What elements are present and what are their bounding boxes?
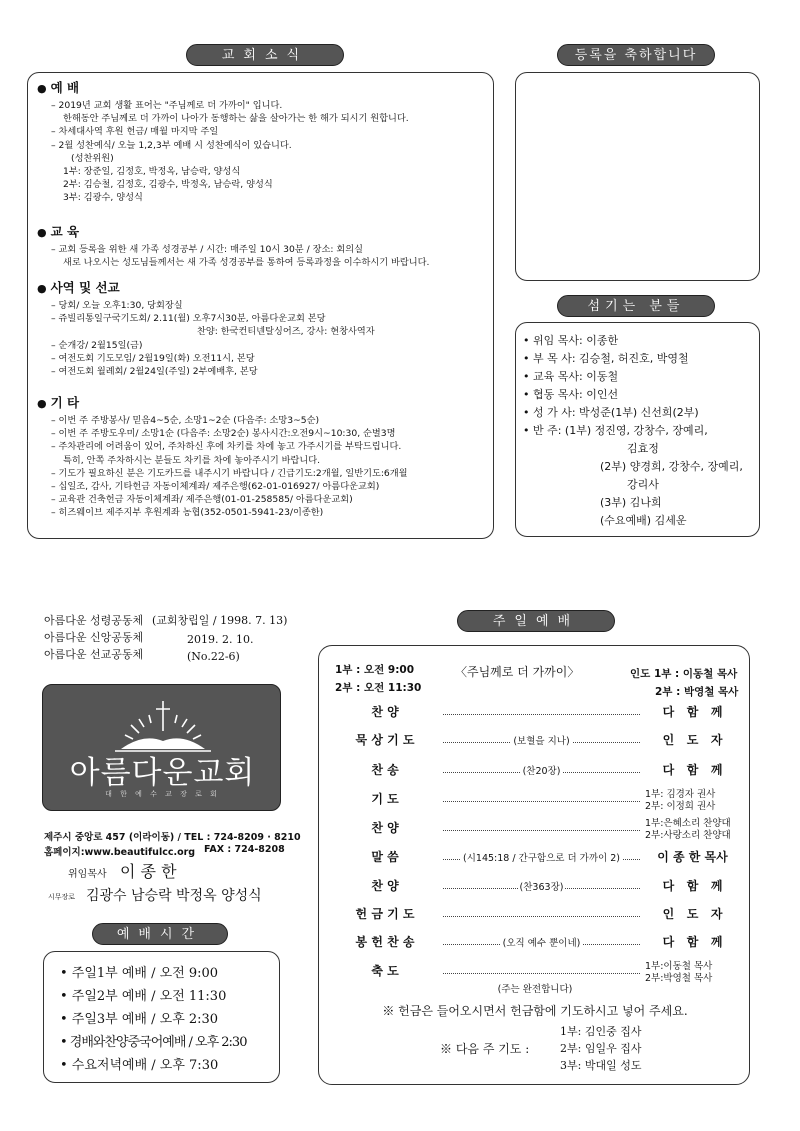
service-order-detail: (시145:18 / 간구함으로 더 가까이 2): [463, 853, 620, 864]
pastor-name: 이 종 한: [120, 862, 177, 881]
service-order-item: 찬 양: [371, 821, 399, 835]
ministers-list: [523, 332, 758, 530]
service-order-row: [330, 933, 740, 957]
logo-church-name: 아름다운교회: [69, 755, 256, 791]
service-order-row: [330, 731, 740, 755]
minister-row: (수요예배) 김세운: [600, 514, 687, 527]
news-title: 교회소식: [186, 44, 344, 66]
pastor-label: 위임목사: [68, 869, 107, 880]
service-order-leader: 다 함 께: [662, 705, 723, 719]
mission-heading: 사역 및 선교: [50, 280, 120, 295]
service-order-row: [330, 819, 740, 843]
service-order-detail: (오직 예수 뿐이네): [502, 938, 581, 949]
service-order-row: [330, 877, 740, 901]
service-order-detail: (찬363장): [519, 882, 564, 893]
service-time-1: 1부 : 오전 9:00: [335, 664, 415, 676]
service-order-item: 봉 헌 찬 송: [355, 935, 415, 949]
service-leader-1: 인도 1부 : 이동철 목사: [630, 668, 738, 680]
news-line: – 기도가 필요하신 분은 기도카드를 내주시기 바랍니다 / 긴급기도:2개월, 일반기도:6개월: [51, 467, 408, 479]
church-address: 제주시 중앙로 457 (이라이동) / TEL : 724-8209 · 8210: [44, 832, 301, 843]
logo-denomination: 대 한 예 수 교 장 로 회: [105, 790, 220, 798]
offering-note: ※ 헌금은 들어오시면서 헌금함에 기도하시고 넣어 주세요.: [382, 1004, 688, 1018]
news-line: – 교회 등록을 위한 새 가족 성경공부 / 시간: 매주일 10시 30분 / 장소: 회의실: [51, 244, 363, 255]
news-line: (성찬위원): [71, 152, 114, 164]
service-order-item: 찬 양: [371, 705, 399, 719]
service-order-leader: 인 도 자: [662, 907, 723, 921]
news-line: – 순개강/ 2월15일(금): [51, 339, 143, 351]
elders-label: 시무장로: [48, 893, 76, 901]
service-order-row: [330, 703, 740, 727]
news-line: 찬양: 한국컨티넨탈싱어즈, 강사: 현창사역자: [197, 326, 375, 338]
news-line: – 여전도회 월례회/ 2월24일(주일) 2부예배후, 본당: [51, 366, 258, 378]
minister-row: (2부) 양경희, 강창수, 장예리,: [600, 460, 743, 473]
news-line: – 차세대사역 후원 헌금/ 매월 마지막 주일: [51, 126, 219, 138]
service-theme: 〈주님께로 더 가까이〉: [455, 665, 580, 679]
next-prayer-row: 1부: 김인중 집사: [560, 1025, 642, 1038]
service-order-detail-wrap: [443, 850, 640, 864]
service-amen: (주는 완전합니다): [497, 984, 573, 995]
service-order-item: 축 도: [371, 964, 399, 978]
news-mission-section: [37, 280, 497, 378]
service-order-item: 묵 상 기 도: [355, 733, 415, 747]
next-prayer-row: 2부: 임일우 집사: [560, 1042, 642, 1055]
service-order-row: [330, 761, 740, 785]
minister-row: • 성 가 사: 박성준(1부) 신선희(2부): [523, 406, 699, 419]
service-order-detail-wrap: [443, 879, 640, 893]
news-line: 1부: 장준일, 김정호, 박정옥, 남승락, 양성식: [63, 166, 241, 178]
minister-row: • 반 주: (1부) 정진영, 강창수, 장예리,: [523, 424, 708, 437]
service-leader-2: 2부 : 박영철 목사: [655, 686, 739, 698]
minister-row: • 교육 목사: 이동철: [523, 370, 619, 383]
dotted-leader: [443, 973, 640, 974]
news-line: – 히즈웨이브 제주지부 후원계좌 농협(352-0501-5941-23/이종한): [51, 507, 324, 519]
elders-names: 김광수 남승락 박정옥 양성식: [86, 888, 262, 904]
news-line: – 당회/ 오늘 오후1:30, 당회장실: [51, 300, 183, 311]
bullet-icon: ●: [37, 282, 47, 295]
service-order-leader: 다 함 께: [662, 763, 723, 777]
bullet-icon: ●: [37, 82, 47, 95]
service-order-detail-wrap: [443, 935, 640, 949]
service-order-item: 찬 송: [371, 763, 399, 777]
news-line: – 여전도회 기도모임/ 2월19일(화) 오전11시, 본당: [51, 352, 255, 364]
service-order-item: 기 도: [371, 792, 399, 806]
etc-heading: 기 타: [50, 395, 80, 410]
time-row: • 수요저녁예배 / 오후 7:30: [60, 1058, 219, 1073]
bullet-icon: ●: [37, 226, 47, 239]
time-row: • 주일3부 예배 / 오후 2:30: [60, 1012, 219, 1027]
bullet-icon: ●: [37, 397, 47, 410]
community-line: 아름다운 신앙공동체: [44, 631, 144, 644]
service-order-leader: 이 종 한 목사: [657, 850, 728, 864]
dotted-leader: [443, 714, 640, 715]
next-prayer-list: [560, 1023, 641, 1074]
minister-row: • 협동 목사: 이인선: [523, 388, 619, 401]
bulletin-date: 2019. 2. 10.: [187, 633, 254, 646]
minister-row: • 부 목 사: 김승철, 허진호, 박영철: [523, 352, 689, 365]
news-line: 특히, 안쪽 주차하시는 분들도 차키를 차에 놓아주시기 바랍니다.: [63, 454, 321, 466]
worship-heading: 예 배: [50, 80, 80, 95]
bulletin-issue: (No.22-6): [187, 650, 240, 663]
service-order-detail: (보혈을 지나): [513, 736, 570, 747]
times-title: 예배시간: [92, 923, 228, 945]
news-worship-section: [37, 80, 497, 205]
news-line: – 쥬빌리통일구국기도회/ 2.11(월) 오후7시30분, 아름다운교회 본당: [51, 313, 326, 325]
service-order-item: 헌 금 기 도: [355, 907, 415, 921]
news-line: – 2019년 교회 생활 표어는 "주님께로 더 가까이" 입니다.: [51, 100, 283, 111]
service-order-leader: 다 함 께: [662, 935, 723, 949]
community-list: [44, 612, 143, 663]
news-line: – 이번 주 주방봉사/ 믿음4~5순, 소망1~2순 (다음주: 소망3~5순): [51, 415, 320, 426]
service-order-row: [330, 905, 740, 929]
news-etc-section: [37, 395, 497, 520]
minister-row: 김효정: [627, 442, 659, 455]
service-order-item: 찬 양: [371, 879, 399, 893]
news-education-section: [37, 224, 497, 269]
service-order-detail-wrap: [443, 733, 640, 747]
news-line: – 십일조, 감사, 기타헌금 자동이체계좌/ 제주은행(62-01-016927/ 아름다운교회): [51, 481, 380, 493]
news-line: 한해동안 주님께로 더 가까이 나아가 동행하는 삶을 살아가는 한 해가 되시기 원합니다.: [63, 113, 409, 125]
ministers-title: 섬기는 분들: [557, 295, 715, 317]
minister-row: 강리사: [627, 478, 659, 491]
church-homepage: 홈페이지:www.beautifulcc.org: [44, 847, 196, 858]
news-line: – 이번 주 주방도우미/ 소망1순 (다음주: 소망2순) 봉사시간:오전9시~10:30, 순별3명: [51, 428, 396, 440]
dotted-leader: [443, 830, 640, 831]
founded-date: (교회창립일 / 1998. 7. 13): [152, 614, 288, 627]
community-line: 아름다운 선교공동체: [44, 648, 144, 661]
service-order-detail-wrap: [443, 763, 640, 777]
service-order-item: 말 씀: [371, 850, 399, 864]
service-time-2: 2부 : 오전 11:30: [335, 682, 422, 694]
church-fax: FAX : 724-8208: [204, 844, 285, 855]
education-heading: 교 육: [50, 224, 80, 239]
minister-row: • 위임 목사: 이종한: [523, 334, 619, 347]
service-order-leader: 1부:이동철 목사 2부:박영철 목사: [645, 961, 713, 984]
dotted-leader: [443, 801, 640, 802]
next-prayer-label: ※ 다음 주 기도 :: [440, 1042, 530, 1056]
next-prayer-row: 3부: 박대일 성도: [560, 1059, 642, 1072]
time-row: • 주일1부 예배 / 오전 9:00: [60, 966, 219, 981]
service-order-row: [330, 848, 740, 872]
news-line: – 2월 성찬예식/ 오늘 1,2,3부 예배 시 성찬예식이 있습니다.: [51, 139, 292, 151]
time-row: • 주일2부 예배 / 오전 11:30: [60, 989, 227, 1004]
service-order-leader: 다 함 께: [662, 879, 723, 893]
service-order-leader: 인 도 자: [662, 733, 723, 747]
news-line: – 교육관 건축헌금 자동이체계좌/ 제주은행(01-01-258585/ 아름다운교회): [51, 494, 353, 506]
church-logo: [42, 684, 281, 811]
time-row: • 경배와찬양중국어예배 / 오후 2:30: [60, 1035, 247, 1050]
news-line: 2부: 김승철, 김정호, 김광수, 박정옥, 남승락, 양성식: [63, 179, 273, 191]
news-line: 새로 나오시는 성도님들께서는 새 가족 성경공부를 통하여 등록과정을 이수하시기 바랍니다.: [63, 257, 430, 269]
congrats-title: 등록을 축하합니다: [557, 44, 715, 66]
service-order-leader: 1부: 김경자 권사 2부: 이정희 권사: [645, 789, 716, 812]
service-title: 주일예배: [457, 610, 615, 632]
community-line: 아름다운 성령공동체: [44, 614, 144, 627]
dotted-leader: [443, 916, 640, 917]
service-order-leader: 1부:은혜소리 찬양대 2부:사랑소리 찬양대: [645, 818, 731, 841]
service-order-row: [330, 790, 740, 814]
news-line: – 주차관리에 어려움이 있어, 주차하신 후에 차키를 차에 놓고 가주시기를 부탁드립니다.: [51, 441, 402, 453]
news-line: 3부: 김광수, 양성식: [63, 192, 143, 204]
congrats-box: [515, 72, 760, 281]
service-order-detail: (찬20장): [522, 766, 561, 777]
minister-row: (3부) 김나희: [600, 496, 662, 509]
